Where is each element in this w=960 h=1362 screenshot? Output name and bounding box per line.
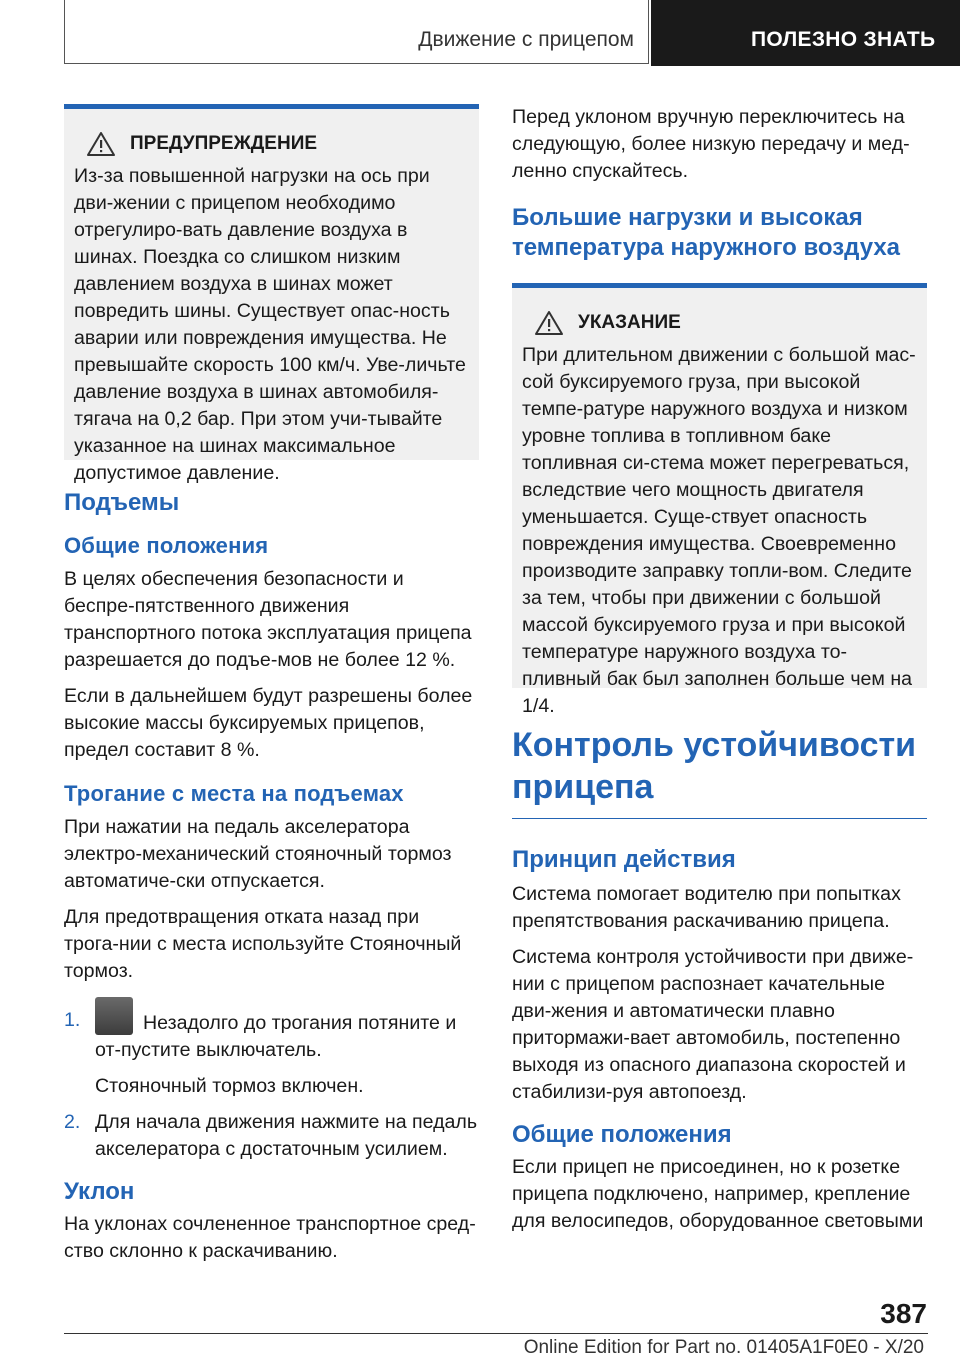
warning-title: ПРЕДУПРЕЖДЕНИЕ [74, 131, 469, 157]
heading-rule [512, 818, 927, 819]
step-number: 2. [64, 1111, 81, 1133]
general-paragraph-2: Если в дальнейшем будут разрешены более высокие массы буксируемых прицепов, предел составит 8 %. [64, 685, 473, 761]
warning-triangle-icon [86, 131, 116, 157]
warning-box [64, 104, 479, 484]
lifts-heading: Подъемы [64, 489, 180, 516]
list-item [64, 1007, 479, 1100]
warning-text: Из-за повышенной нагрузки на ось при дви-жении с прицепом необходимо отрегулиро-вать давление воздуха в шинах. Поездка со слишком низким давлением воздуха в шинах может повредить шины. Существует опас-ность аварии или повреждения имущества. Не превышайте скорость 100 км/ч. Уве-личьте давление воздуха в шинах автомобиля-тягача на 0,2 бар. При этом учи-тывайте указанное на шинах максимальное допустимое давление. [74, 165, 466, 484]
step-number: 1. [64, 1009, 81, 1031]
start-paragraph-1: При нажатии на педаль акселератора электро-механический стояночный тормоз автоматиче-ски отпускается. [64, 816, 452, 892]
principle-paragraph-1: Система помогает водителю при попытках препятствования раскачиванию прицепа. [512, 883, 901, 932]
note-text: При длительном движении с большой мас-сой буксируемого груза, при высокой темпе-ратуре наружного воздуха и низком уровне топлива в топливном баке топливная си-стема может перегреваться, вследствие чего мощность двигателя уменьшается. Суще-ствует опасность повреждения имущества. Своевременно производите заправку топли-вом. Следите за тем, чтобы при движении с большой массой буксируемого груза и при высокой температуре наружного воздуха то-пливный бак был заполнен больше чем на 1/4. [522, 344, 916, 717]
stability-control-heading: Контроль устойчивости прицепа [512, 726, 917, 806]
start-paragraph-2: Для предотвращения отката назад при трога-нии с места используйте Стояночный тормоз. [64, 906, 462, 982]
general-heading-left: Общие положения [64, 533, 269, 558]
footer-rule [64, 1333, 928, 1334]
principle-paragraph-2: Система контроля устойчивости при движе-нии с прицепом распознает качательные дви-жения и автоматически плавно притормажи-вает автомобиль, постепенно выходя из опасного диапазона скоростей и стабилизи-руя автопоезд. [512, 946, 914, 1103]
page-number: 387 [880, 1298, 927, 1329]
general-paragraph-1: В целях обеспечения безопасности и беспре-пятственного движения транспортного потока эксплуатация прицепа разрешается до подъе-мов не более 12 %. [64, 568, 472, 671]
chapter-tab [651, 0, 960, 66]
note-title: УКАЗАНИЕ [522, 310, 917, 336]
slope-paragraph: На уклонах сочлененное транспортное сред-ство склонно к раскачиванию. [64, 1213, 476, 1262]
chapter-title: ПОЛЕЗНО ЗНАТЬ [751, 28, 936, 51]
general-heading-right: Общие положения [512, 1121, 732, 1148]
edition-info: Online Edition for Part no. 01405A1F0E0 - X/20 [523, 1337, 924, 1358]
step-text: Незадолго до трогания потяните и от-пустите выключатель. [95, 1012, 457, 1061]
left-column [64, 104, 479, 1274]
start-on-slope-heading: Трогание с места на подъемах [64, 781, 404, 806]
step-result: Стояночный тормоз включен. [95, 1075, 364, 1097]
intro-paragraph: Перед уклоном вручную переключитесь на следующую, более низкую передачу и мед-ленно спускайтесь. [512, 106, 910, 182]
list-item [64, 1109, 479, 1163]
note-box [512, 283, 927, 717]
right-column [512, 104, 927, 1244]
parking-brake-button-icon [95, 997, 133, 1035]
steps-list [64, 1007, 479, 1163]
slope-heading: Уклон [64, 1178, 135, 1205]
general-paragraph-right: Если прицеп не присоединен, но к розетке прицепа подключено, например, крепление для велосипедов, оборудованное световыми [512, 1156, 924, 1232]
principle-heading: Принцип действия [512, 846, 736, 873]
warning-triangle-icon [534, 310, 564, 336]
step-text: Для начала движения нажмите на педаль акселератора с достаточным усилием. [95, 1111, 478, 1160]
heavy-load-heading: Большие нагрузки и высокая температура наружного воздуха [512, 204, 901, 261]
section-title: Движение с прицепом [418, 28, 634, 51]
